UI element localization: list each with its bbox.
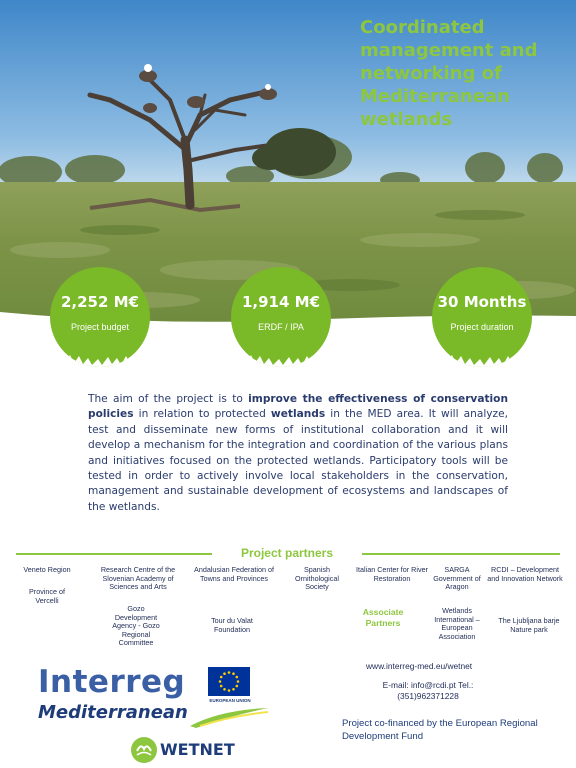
grass-decoration-icon [50, 345, 150, 367]
partner-item: RCDI – Development and Innovation Network [487, 565, 563, 583]
grass-decoration-icon [231, 345, 331, 367]
associate-partners-label: Associate Partners [362, 607, 404, 628]
description-highlight: improve the effectiveness of conservation policies [88, 393, 508, 421]
description-lead: The aim of the project is to [88, 393, 249, 405]
contact-phone: (351)962371228 [397, 691, 459, 701]
partner-item: The Ljubljana barje Nature park [498, 616, 560, 634]
divider [362, 553, 560, 555]
project-description [88, 392, 508, 515]
contact-email[interactable]: E-mail: info@rcdi.pt Tel.: [382, 680, 474, 690]
partner-item: Andalusian Federation of Towns and Provinces [194, 565, 274, 583]
partner-item: Spanish Ornithological Society [295, 565, 339, 592]
contact-info [368, 680, 488, 702]
project-url[interactable]: www.interreg-med.eu/wetnet [366, 661, 473, 671]
wetnet-logo-icon [131, 737, 157, 763]
grass-decoration-icon [432, 345, 532, 367]
partner-item: Veneto Region [23, 565, 71, 574]
stat-project-duration [432, 267, 532, 367]
partner-item: Province of Vercelli [29, 587, 65, 605]
stat-value: 1,914 M€ [241, 293, 321, 311]
description-text: in relation to protected [133, 408, 271, 421]
stat-label: Project duration [450, 322, 514, 332]
stat-label: ERDF / IPA [258, 322, 304, 332]
partners-title: Project partners [240, 546, 334, 560]
stat-label: Project budget [70, 322, 130, 332]
divider [16, 553, 212, 555]
stat-value: 30 Months [437, 293, 527, 311]
wetnet-logo: WETNET [160, 740, 235, 759]
interreg-logo: Interreg [38, 664, 186, 700]
swoosh-icon [190, 706, 270, 728]
mediterranean-logo: Mediterranean [38, 702, 188, 723]
project-title: Coordinated management and networking of Mediterranean wetlands [360, 17, 538, 130]
partner-item: Gozo Development Agency - Gozo Regional Committee [112, 604, 160, 648]
partner-item: Tour du Valat Foundation [211, 616, 253, 634]
partner-item: Research Centre of the Slovenian Academy of Sciences and Arts [100, 565, 176, 592]
stat-value: 2,252 M€ [60, 293, 140, 311]
partner-item: Italian Center for River Restoration [356, 565, 428, 583]
partner-item: SARGA Government of Aragon [433, 565, 481, 592]
eu-flag-icon [208, 667, 250, 696]
eu-label: EUROPEAN UNION [209, 698, 251, 703]
stat-project-budget [50, 267, 150, 367]
cofinanced-note: Project co-financed by the European Regional Development Fund [342, 718, 538, 742]
description-text: in the MED area. It will analyze, test and disseminate new forms of institutional collaboration and it will develop a mechanism for the integration and coordination of the various plans and initiatives focused on the protected wetlands. Participatory tools will be tested in order to actively involve local stakeholders in the conservation, management and sustainable development of ecosystems and landscapes of the wetlands. [88, 408, 508, 513]
stat-erdf-ipa [231, 267, 331, 367]
description-highlight: wetlands [270, 408, 326, 421]
partner-item: Wetlands International – European Association [434, 606, 480, 641]
